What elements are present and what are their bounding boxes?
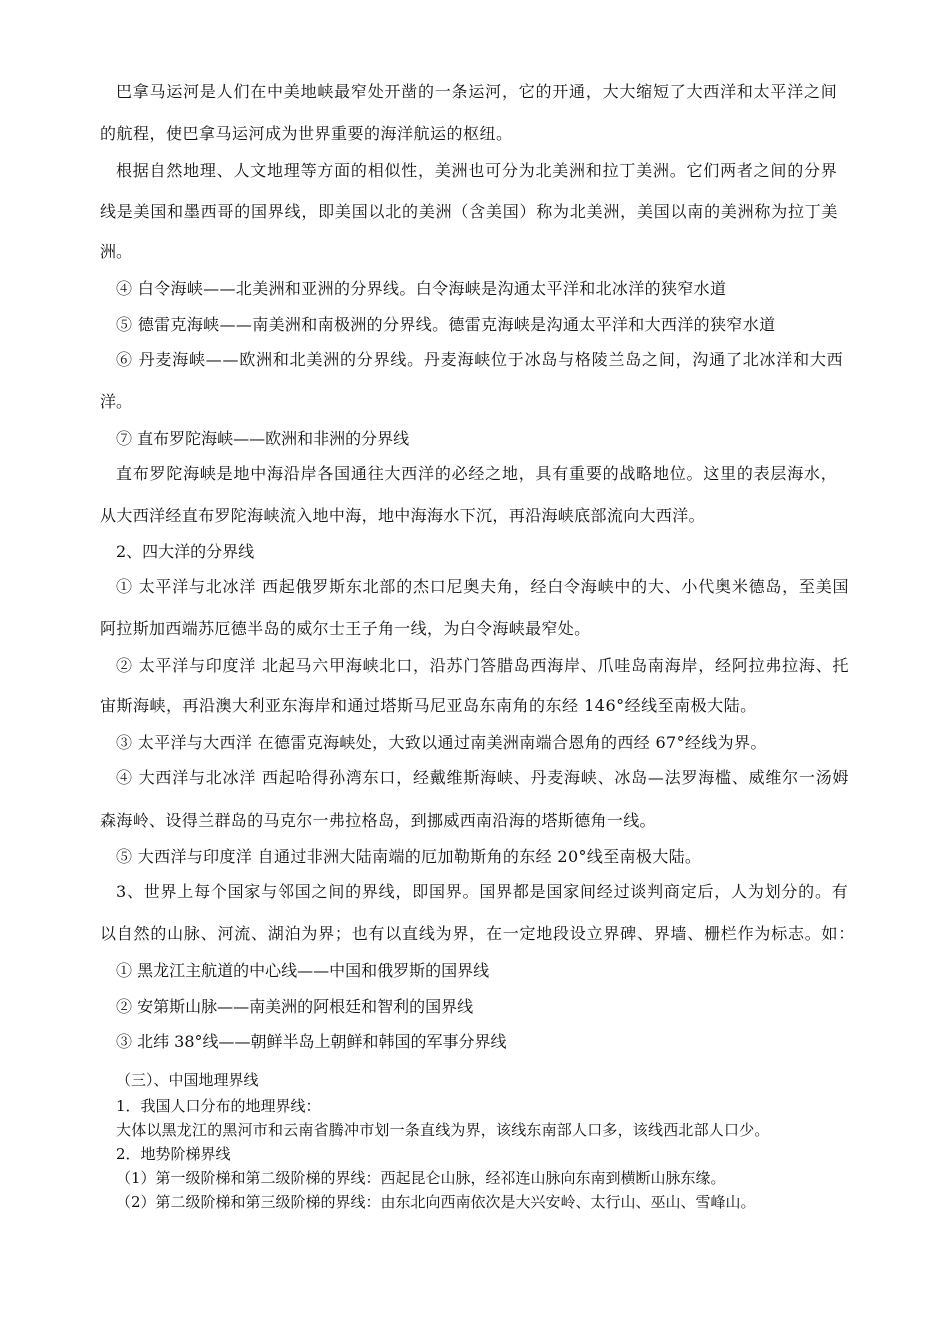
list-item: ② 太平洋与印度洋 北起马六甲海峡北口，沿苏门答腊岛西海岸、爪哇岛南海岸，经阿拉弗拉海、托: [116, 656, 850, 675]
list-item: ⑤ 德雷克海峡——南美洲和南极洲的分界线。德雷克海峡是沟通太平洋和大西洋的狭窄水道: [116, 315, 776, 334]
list-item: ⑥ 丹麦海峡——欧洲和北美洲的分界线。丹麦海峡位于冰岛与格陵兰岛之间，沟通了北冰洋和大西: [116, 350, 844, 369]
paragraph-line: 巴拿马运河是人们在中美地峡最窄处开凿的一条运河，它的开通，大大缩短了大西洋和太平洋之间: [116, 82, 838, 101]
paragraph-line: 洲。: [100, 242, 133, 261]
paragraph-line: 森海岭、设得兰群岛的马克尔一弗拉格岛，到挪威西南沿海的塔斯德角一线。: [100, 811, 656, 830]
list-item: ① 黑龙江主航道的中心线——中国和俄罗斯的国界线: [116, 961, 490, 980]
paragraph-line: 阿拉斯加西端苏厄德半岛的威尔士王子角一线，为白令海峡最窄处。: [100, 619, 591, 638]
paragraph-line: 根据自然地理、人文地理等方面的相似性，美洲也可分为北美洲和拉丁美洲。它们两者之间的分界: [116, 161, 838, 180]
list-item: ④ 大西洋与北冰洋 西起哈得孙湾东口，经戴维斯海峡、丹麦海峡、冰岛—法罗海槛、威维尔一汤姆: [116, 768, 850, 787]
paragraph-line: 3、世界上每个国家与邻国之间的界线，即国界。国界都是国家间经过谈判商定后，人为划分的。有: [116, 882, 849, 901]
list-item: ⑦ 直布罗陀海峡——欧洲和非洲的分界线: [116, 429, 410, 448]
list-item: ⑤ 大西洋与印度洋 自通过非洲大陆南端的厄加勒斯角的东经 20°线至南极大陆。: [116, 847, 702, 866]
paragraph-line: 大体以黑龙江的黑河市和云南省腾冲市划一条直线为界，该线东南部人口多，该线西北部人口少。: [116, 1121, 770, 1139]
paragraph-line: 的航程，使巴拿马运河成为世界重要的海洋航运的枢纽。: [100, 124, 513, 143]
subsection-heading: 2．地势阶梯界线: [116, 1145, 231, 1163]
list-item: ③ 太平洋与大西洋 在德雷克海峡处，大致以通过南美洲南端合恩角的西经 67°经线为界。: [116, 733, 767, 752]
list-item: ① 太平洋与北冰洋 西起俄罗斯东北部的杰口尼奥夫角，经白令海峡中的大、小代奥米德岛，至美国: [116, 577, 850, 596]
paragraph-line: 宙斯海峡，再沿澳大利亚东海岸和通过塔斯马尼亚岛东南角的东经 146°经线至南极大陆。: [100, 696, 757, 715]
paragraph-line: 直布罗陀海峡是地中海沿岸各国通往大西洋的必经之地，具有重要的战略地位。这里的表层海水，: [116, 464, 838, 483]
paragraph-line: 洋。: [100, 392, 133, 411]
subsection-heading: 1．我国人口分布的地理界线：: [116, 1097, 321, 1115]
list-item: ② 安第斯山脉——南美洲的阿根廷和智利的国界线: [116, 997, 474, 1016]
list-item: ④ 白令海峡——北美洲和亚洲的分界线。白令海峡是沟通太平洋和北冰洋的狭窄水道: [116, 279, 727, 298]
section-heading: 2、四大洋的分界线: [116, 542, 255, 561]
paragraph-line: 从大西洋经直布罗陀海峡流入地中海，地中海海水下沉，再沿海峡底部流向大西洋。: [100, 506, 705, 525]
list-item: ③ 北纬 38°线——朝鲜半岛上朝鲜和韩国的军事分界线: [116, 1032, 507, 1051]
paragraph-line: （1）第一级阶梯和第二级阶梯的界线：西起昆仑山脉，经祁连山脉向东南到横断山脉东缘。: [116, 1169, 726, 1187]
paragraph-line: （2）第二级阶梯和第三级阶梯的界线：由东北向西南依次是大兴安岭、太行山、巫山、雪峰山。: [116, 1193, 756, 1211]
paragraph-line: 线是美国和墨西哥的国界线，即美国以北的美洲（含美国）称为北美洲，美国以南的美洲称为拉丁美: [100, 202, 839, 221]
section-heading: （三）、中国地理界线: [116, 1071, 259, 1089]
paragraph-line: 以自然的山脉、河流、湖泊为界；也有以直线为界，在一定地段设立界碑、界墙、栅栏作为标志。如：: [100, 924, 856, 943]
